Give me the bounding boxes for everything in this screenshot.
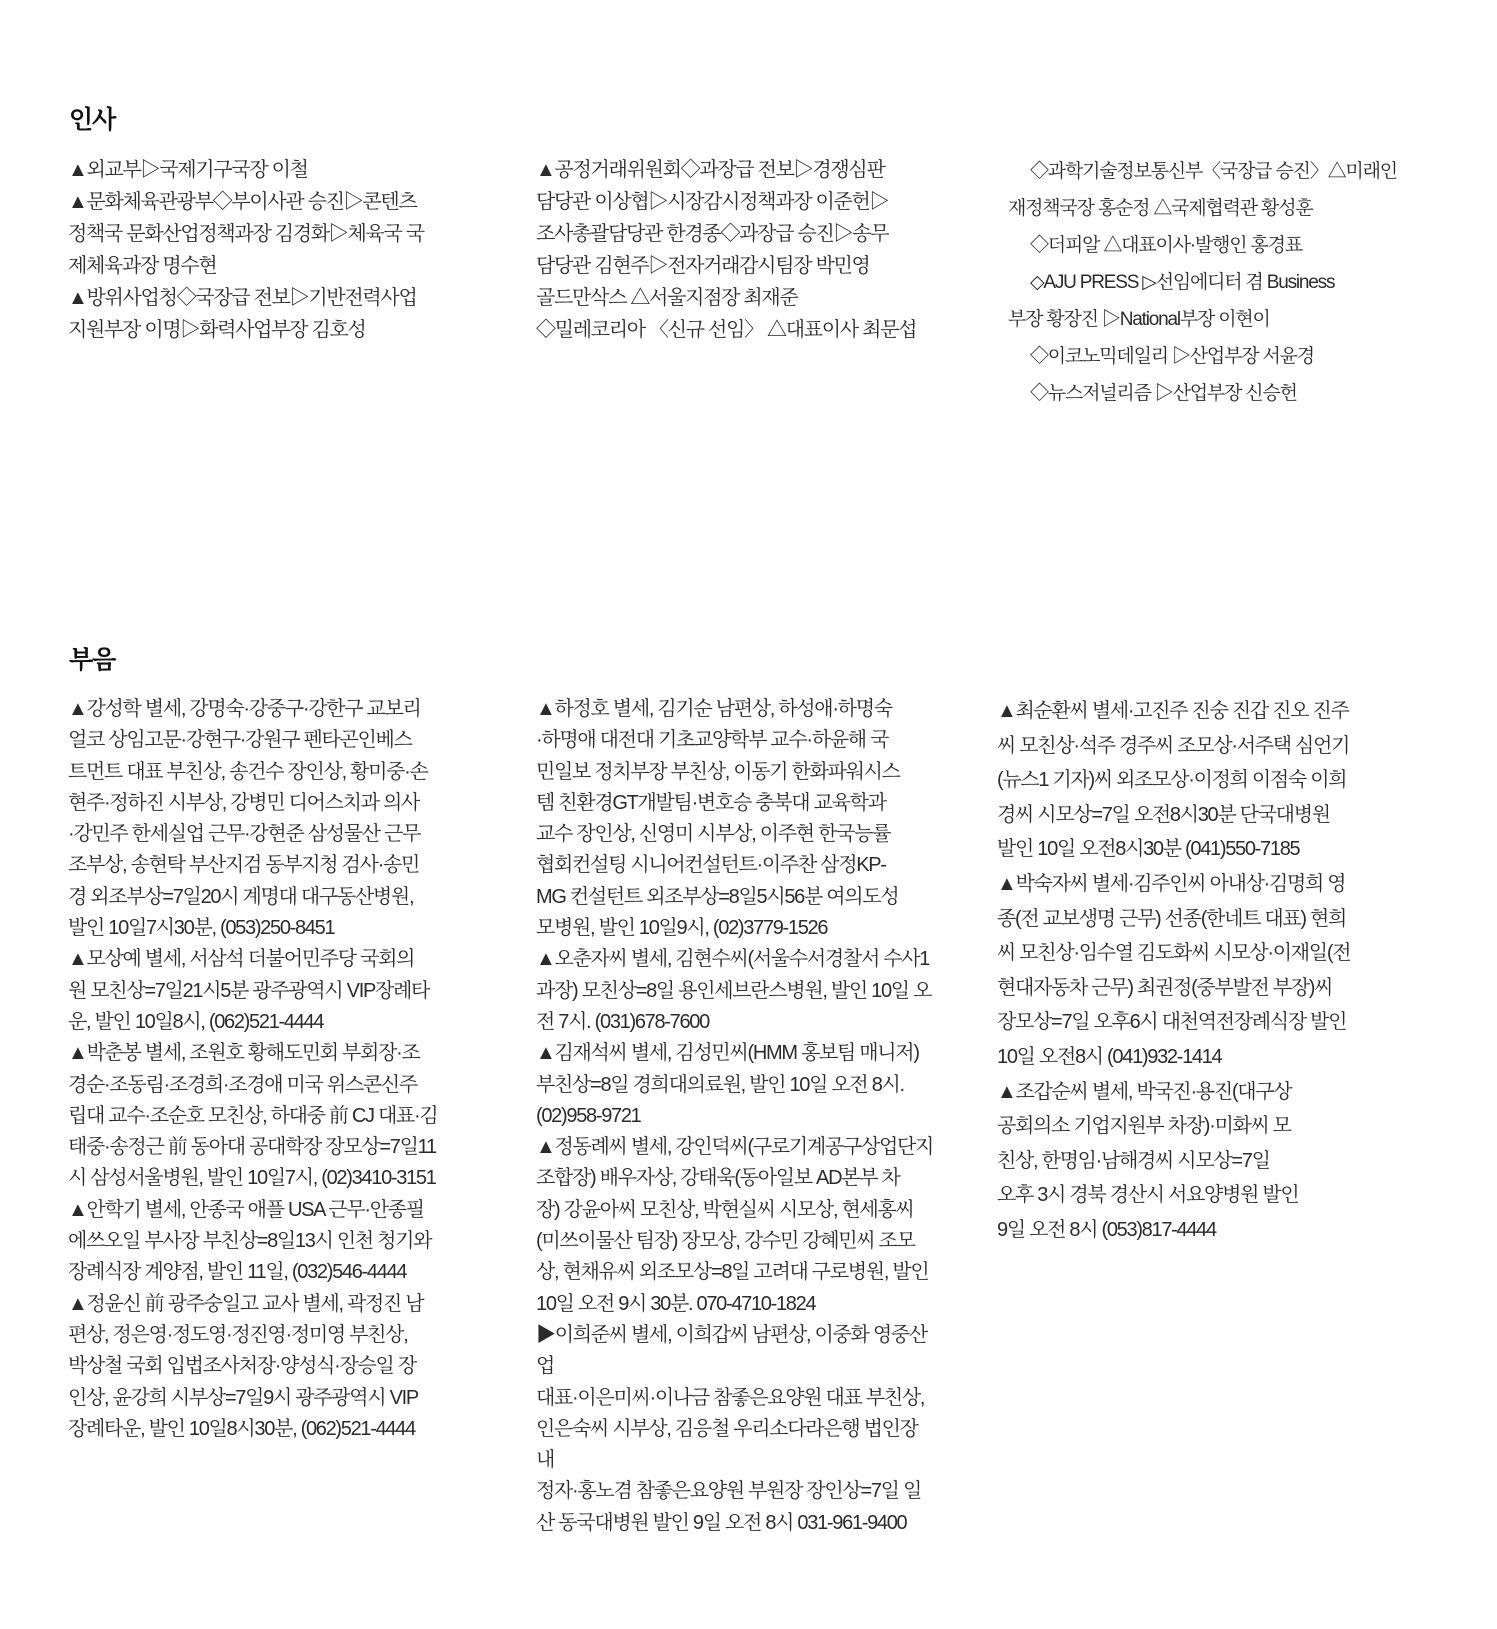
notice-entry (997, 867, 1417, 1075)
notice-line: 장모상=7일 오후6시 대천역전장례식장 발인 (997, 1011, 1347, 1034)
notice-entry (1008, 227, 1428, 264)
notice-line: 지원부장 이명▷화력사업부장 김호성 (68, 319, 366, 341)
notice-line: 인상, 윤강희 시부상=7일9시 광주광역시 VIP (68, 1386, 418, 1409)
notice-line: 전 7시. (031)678-7600 (536, 1010, 709, 1033)
notice-line: ▲정윤신 前 광주숭일고 교사 별세, 곽정진 남 (68, 1292, 424, 1315)
notice-line: ▲오춘자씨 별세, 김현수씨(서울수서경찰서 수사1 (536, 948, 930, 971)
notice-line: ◇이코노믹데일리 ▷산업부장 서윤경 (1030, 346, 1314, 367)
notice-line: 씨 모친상·임수열 김도화씨 시모상·이재일(전 (997, 942, 1351, 965)
notice-line: 재정책국장 홍순정 △국제협력관 황성훈 (1008, 198, 1313, 219)
notice-line: 모병원, 발인 10일9시, (02)3779-1526 (536, 917, 828, 940)
insa-column-3 (1008, 153, 1428, 412)
notice-line: ◇AJU PRESS ▷선임에디터 겸 Business (1030, 272, 1335, 293)
notice-line: 부친상=8일 경희대의료원, 발인 10일 오전 8시. (536, 1073, 904, 1096)
notice-line: 운, 발인 10일8시, (062)521-4444 (68, 1010, 324, 1033)
notice-line: ▲외교부▷국제기구국장 이철 (68, 159, 308, 181)
bueum-column-1 (68, 694, 468, 1445)
bueum-heading: 부음 (69, 645, 116, 674)
notice-entry (1008, 264, 1428, 338)
bueum-column-3 (997, 694, 1417, 1248)
notice-line: ▲김재석씨 별세, 김성민씨(HMM 홍보팀 매니저) (536, 1042, 919, 1065)
notice-line: 인은숙씨 시부상, 김응철 우리소다라은행 법인장 내 (536, 1417, 918, 1472)
notice-line: 현대자동차 근무) 최권정(중부발전 부장)씨 (997, 976, 1333, 999)
notice-entry (68, 944, 468, 1038)
notice-line: 종(전 교보생명 근무) 선종(한네트 대표) 현희 (997, 907, 1347, 930)
notice-entry (68, 186, 468, 282)
notice-line: 정자·홍노겸 참좋은요양원 부원장 장인상=7일 일 (536, 1480, 921, 1503)
notice-line: ◇과학기술정보통신부〈국장급 승진〉△미래인 (1030, 161, 1397, 182)
notice-line: 상, 현채유씨 외조모상=8일 고려대 구로병원, 발인 (536, 1261, 929, 1284)
notice-line: 장례타운, 발인 10일8시30분, (062)521-4444 (68, 1417, 415, 1440)
notice-entry (536, 694, 936, 944)
notice-line: 오후 3시 경북 경산시 서요양병원 발인 (997, 1184, 1299, 1207)
notice-line: 씨 모친상·석주 경주씨 조모상·서주택 심언기 (997, 734, 1350, 757)
notice-line: ▲박숙자씨 별세·김주인씨 아내상·김명희 영 (997, 872, 1346, 895)
notice-line: ▲박춘봉 별세, 조원호 황해도민회 부회장·조 (68, 1042, 420, 1065)
notice-line: 시 삼성서울병원, 발인 10일7시, (02)3410-3151 (68, 1167, 436, 1190)
notice-entry (536, 154, 936, 282)
notice-line: 담당관 김현주▷전자거래감시팀장 박민영 (536, 255, 870, 277)
notice-line: ◇밀레코리아 〈신규 선임〉 △대표이사 최문섭 (536, 319, 917, 341)
insa-heading: 인사 (69, 105, 116, 134)
notice-entry (536, 1132, 936, 1320)
notice-line: 얼코 상임고문·강현구·강원구 펜타곤인베스 (68, 729, 412, 752)
notice-line: 에쓰오일 부사장 부친상=8일13시 인천 청기와 (68, 1230, 432, 1253)
notice-line: 담당관 이상협▷시장감시정책과장 이준헌▷ (536, 191, 889, 213)
notice-line: 부장 황장진 ▷National부장 이현이 (1008, 309, 1270, 330)
notice-line: 공회의소 기업지원부 차장)·미화씨 모 (997, 1115, 1291, 1138)
notice-line: 원 모친상=7일21시5분 광주광역시 VIP장례타 (68, 979, 430, 1002)
bueum-column-2 (536, 694, 936, 1539)
notice-line: ▲조갑순씨 별세, 박국진·용진(대구상 (997, 1080, 1292, 1103)
notice-line: 제체육과장 명수현 (68, 255, 217, 277)
notice-line: ▲강성학 별세, 강명숙·강중구·강한구 교보리 (68, 698, 421, 720)
notice-line: 대표·이은미씨·이나금 참좋은요양원 대표 부친상, (536, 1386, 925, 1409)
notice-entry (536, 1320, 936, 1539)
notice-line: 박상철 국회 입법조사처장·양성식·장승일 장 (68, 1355, 416, 1378)
notice-line: 트먼트 대표 부친상, 송건수 장인상, 황미중·손 (68, 760, 428, 783)
notice-line: 경씨 시모상=7일 오전8시30분 단국대병원 (997, 803, 1330, 826)
notice-line: 조부상, 송현탁 부산지검 동부지청 검사·송민 (68, 854, 420, 877)
notice-line: 친상, 한명임·남해경씨 시모상=7일 (997, 1149, 1270, 1172)
notice-line: (뉴스1 기자)씨 외조모상·이정희 이점숙 이희 (997, 769, 1347, 792)
notice-line: 산 동국대병원 발인 9일 오전 8시 031-961-9400 (536, 1511, 907, 1534)
notice-entry (68, 282, 468, 346)
notice-entry (68, 694, 468, 944)
notice-line: ▲하정호 별세, 김기순 남편상, 하성애·하명숙 (536, 698, 892, 720)
notice-line: 조사총괄담당관 한경종◇과장급 승진▷송무 (536, 223, 889, 245)
notice-line: ·강민주 한세실업 근무·강현준 삼성물산 근무 (68, 823, 421, 846)
notice-line: 현주·정하진 시부상, 강병민 디어스치과 의사 (68, 791, 420, 814)
notice-line: ▲공정거래위원회◇과장급 전보▷경쟁심판 (536, 159, 885, 181)
notice-line: 정책국 문화산업정책과장 김경화▷체육국 국 (68, 223, 424, 245)
notice-line: ·하명애 대전대 기초교양학부 교수·하윤해 국 (536, 729, 889, 752)
notice-entry (1008, 153, 1428, 227)
notice-line: 편상, 정은영·정도영·정진영·정미영 부친상, (68, 1323, 408, 1346)
insa-column-1 (68, 154, 468, 346)
notice-entry (997, 694, 1417, 867)
notice-line: 10일 오전8시 (041)932-1414 (997, 1045, 1222, 1068)
notice-line: ▲문화체육관광부◇부이사관 승진▷콘텐츠 (68, 191, 417, 213)
notice-line: (02)958-9721 (536, 1104, 641, 1127)
notice-entry (68, 1289, 468, 1445)
notice-entry (997, 1075, 1417, 1248)
notice-line: 과장) 모친상=8일 용인세브란스병원, 발인 10일 오 (536, 979, 932, 1002)
insa-column-2 (536, 154, 936, 346)
notice-line: 조합장) 배우자상, 강태욱(동아일보 AD본부 차 (536, 1167, 900, 1190)
notice-line: 골드만삭스 △서울지점장 최재준 (536, 287, 798, 309)
notice-entry (68, 1038, 468, 1194)
notice-line: ▲안학기 별세, 안종국 애플 USA 근무·안종필 (68, 1198, 424, 1221)
notice-line: 9일 오전 8시 (053)817-4444 (997, 1218, 1216, 1241)
notice-line: ▲모상예 별세, 서삼석 더불어민주당 국회의 (68, 948, 415, 971)
notice-line: 10일 오전 9시 30분. 070-4710-1824 (536, 1292, 816, 1315)
notice-entry (536, 944, 936, 1038)
notice-line: 경 외조부상=7일20시 계명대 대구동산병원, (68, 885, 414, 908)
notice-entry (68, 154, 468, 186)
notice-line: ◇뉴스저널리즘 ▷산업부장 신승헌 (1030, 383, 1297, 404)
notice-line: ▲방위사업청◇국장급 전보▷기반전력사업 (68, 287, 417, 309)
notice-line: 교수 장인상, 신영미 시부상, 이주현 한국능률 (536, 823, 891, 846)
notice-line: 태중·송정근 前 동아대 공대학장 장모상=7일11 (68, 1136, 436, 1159)
notice-line: 경순·조동림·조경희·조경애 미국 위스콘신주 (68, 1073, 417, 1096)
notice-line: 협회컨설팅 시니어컨설턴트·이주찬 삼정KP- (536, 854, 886, 877)
notice-line: MG 컨설턴트 외조부상=8일5시56분 여의도성 (536, 885, 899, 908)
notice-line: (미쓰이물산 팀장) 장모상, 강수민 강혜민씨 조모 (536, 1230, 915, 1253)
notice-entry (536, 282, 936, 314)
notice-line: ▲최순환씨 별세·고진주 진숭 진갑 진오 진주 (997, 700, 1349, 722)
notice-entry (536, 1038, 936, 1132)
notice-line: ▶이희준씨 별세, 이희갑씨 남편상, 이중화 영중산업 (536, 1323, 927, 1378)
notice-line: 발인 10일7시30분, (053)250-8451 (68, 917, 335, 940)
notice-entry (68, 1195, 468, 1289)
notice-line: ▲정동례씨 별세, 강인덕씨(구로기계공구상업단지 (536, 1136, 934, 1159)
notice-entry (1008, 375, 1428, 412)
notice-line: 발인 10일 오전8시30분 (041)550-7185 (997, 838, 1300, 861)
notice-entry (1008, 338, 1428, 375)
notice-line: 템 친환경GT개발팀·변호승 충북대 교육학과 (536, 791, 886, 814)
notice-line: 민일보 정치부장 부친상, 이동기 한화파워시스 (536, 760, 900, 783)
notice-entry (536, 314, 936, 346)
notice-line: 장) 강윤아씨 모친상, 박현실씨 시모상, 현세홍씨 (536, 1198, 914, 1221)
notice-line: ◇더피알 △대표이사·발행인 홍경표 (1030, 235, 1302, 256)
notice-line: 립대 교수·조순호 모친상, 하대중 前 CJ 대표·김 (68, 1104, 438, 1127)
notice-line: 장례식장 계양점, 발인 11일, (032)546-4444 (68, 1261, 407, 1284)
